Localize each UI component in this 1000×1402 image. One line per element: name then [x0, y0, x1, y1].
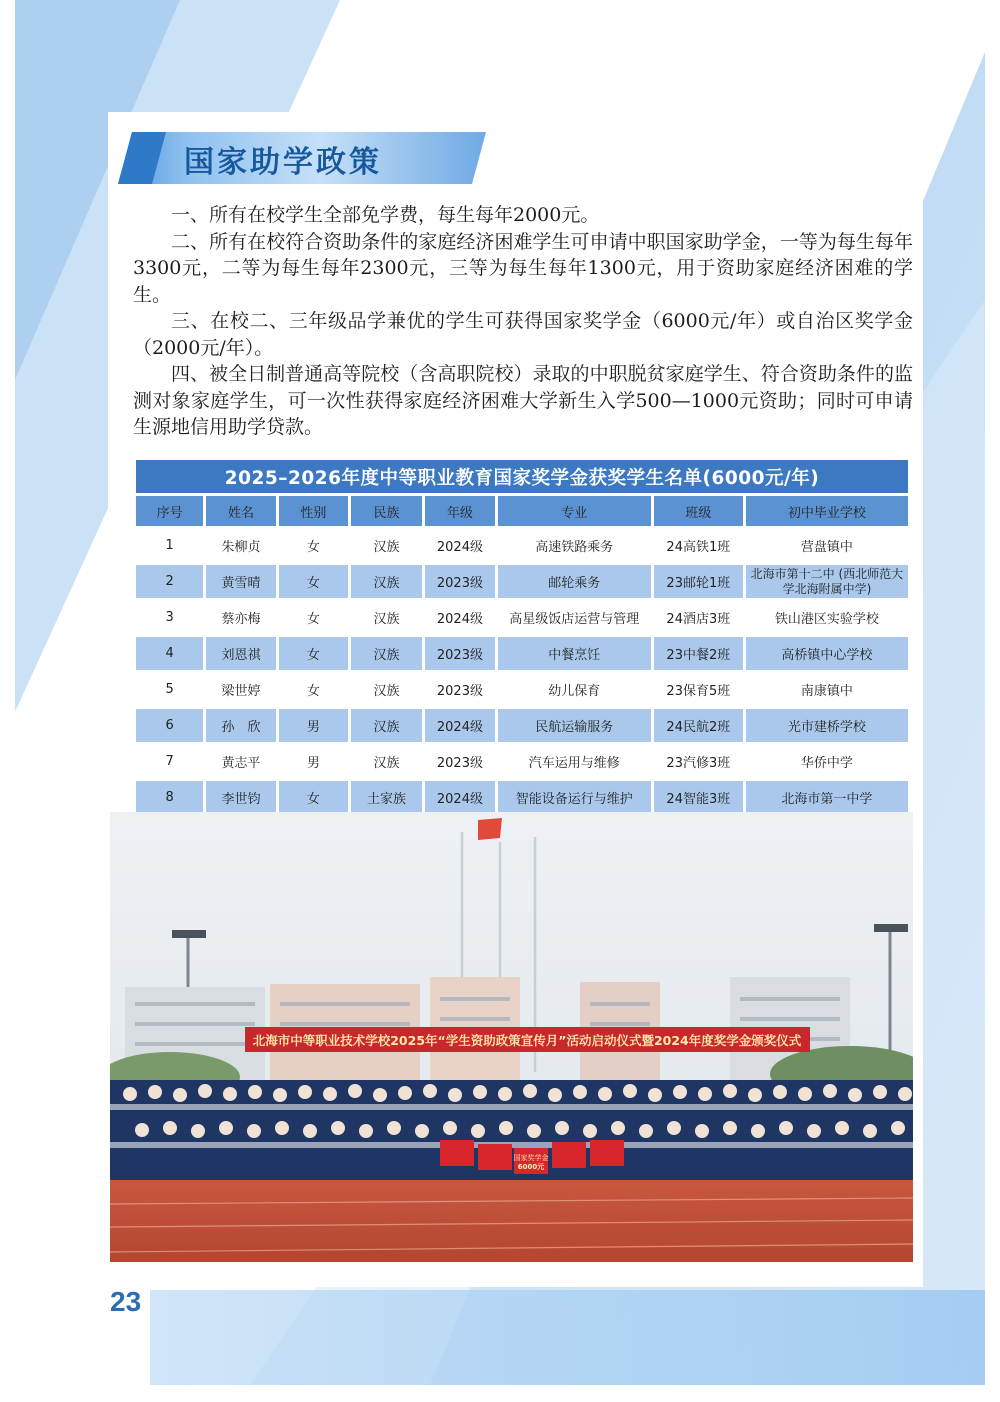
cell: 汉族 [351, 529, 422, 562]
section-title: 国家助学政策 [184, 145, 382, 180]
header-grade: 年级 [425, 496, 495, 526]
cell: 黄雪晴 [206, 565, 275, 598]
cell: 2024级 [425, 709, 495, 742]
cell: 黄志平 [206, 745, 275, 778]
cell: 高星级饭店运营与管理 [498, 601, 651, 634]
cell: 23保育5班 [654, 673, 743, 706]
cell: 民航运输服务 [498, 709, 651, 742]
cell: 女 [279, 529, 348, 562]
cell: 24智能3班 [654, 781, 743, 814]
cell: 4 [136, 637, 203, 670]
policy-text [133, 202, 913, 441]
cell: 2024级 [425, 601, 495, 634]
cell: 营盘镇中 [746, 529, 908, 562]
table-row [136, 781, 908, 814]
cell: 2 [136, 565, 203, 598]
page-number: 23 [110, 1286, 142, 1317]
table-row [136, 637, 908, 670]
cell: 5 [136, 673, 203, 706]
policy-item-1: 一、所有在校学生全部免学费，每生每年2000元。 [171, 204, 600, 226]
cell: 邮轮乘务 [498, 565, 651, 598]
cell: 北海市第十二中 (西北师范大学北海附属中学) [746, 565, 908, 598]
cell: 24高铁1班 [654, 529, 743, 562]
table-row [136, 529, 908, 562]
cell: 汉族 [351, 565, 422, 598]
cell: 2023级 [425, 673, 495, 706]
cell: 23中餐2班 [654, 637, 743, 670]
cell: 高速铁路乘务 [498, 529, 651, 562]
cell: 光市建桥学校 [746, 709, 908, 742]
cell: 汉族 [351, 673, 422, 706]
header-class: 班级 [654, 496, 743, 526]
cell: 2023级 [425, 745, 495, 778]
policy-item-4: 四、被全日制普通高等院校（含高职院校）录取的中职脱贫家庭学生、符合资助条件的监测对象家庭学生，可一次性获得家庭经济困难大学新生入学500—1000元资助；同时可申请生源地信用助学贷款。 [133, 363, 913, 438]
award-board-amount: 6000元 [517, 1163, 545, 1171]
header-gender: 性别 [279, 496, 348, 526]
cell: 女 [279, 781, 348, 814]
cell: 女 [279, 601, 348, 634]
cell: 汉族 [351, 637, 422, 670]
cell: 6 [136, 709, 203, 742]
table-row [136, 673, 908, 706]
cell: 孙 欣 [206, 709, 275, 742]
policy-item-2: 二、所有在校符合资助条件的家庭经济困难学生可申请中职国家助学金，一等为每生每年3300元，二等为每生每年2300元，三等为每生每年1300元，用于资助家庭经济困难的学生。 [133, 230, 913, 306]
cell: 铁山港区实验学校 [746, 601, 908, 634]
cell: 汉族 [351, 709, 422, 742]
cell: 汉族 [351, 601, 422, 634]
cell: 汽车运用与维修 [498, 745, 651, 778]
cell: 23邮轮1班 [654, 565, 743, 598]
cell: 2023级 [425, 637, 495, 670]
cell: 7 [136, 745, 203, 778]
cell: 23汽修3班 [654, 745, 743, 778]
table-header-row [136, 496, 908, 526]
cell: 2024级 [425, 529, 495, 562]
cell: 2024级 [425, 781, 495, 814]
header-name: 姓名 [206, 496, 275, 526]
group-photo [110, 812, 913, 1262]
scholarship-table [133, 457, 911, 817]
cell: 汉族 [351, 745, 422, 778]
event-banner-text: 北海市中等职业技术学校2025年“学生资助政策宣传月”活动启动仪式暨2024年度奖学金颁奖仪式 [252, 1033, 802, 1048]
cell: 1 [136, 529, 203, 562]
cell: 男 [279, 709, 348, 742]
cell: 中餐烹饪 [498, 637, 651, 670]
table-row [136, 601, 908, 634]
cell: 李世钧 [206, 781, 275, 814]
cell: 24酒店3班 [654, 601, 743, 634]
header-ethnicity: 民族 [351, 496, 422, 526]
header-school: 初中毕业学校 [746, 496, 908, 526]
group-photo-illustration [110, 812, 913, 1262]
cell: 梁世婷 [206, 673, 275, 706]
cell: 3 [136, 601, 203, 634]
cell: 朱柳贞 [206, 529, 275, 562]
cell: 女 [279, 637, 348, 670]
cell: 土家族 [351, 781, 422, 814]
header-index: 序号 [136, 496, 203, 526]
cell: 南康镇中 [746, 673, 908, 706]
cell: 智能设备运行与维护 [498, 781, 651, 814]
cell: 女 [279, 673, 348, 706]
table-row [136, 745, 908, 778]
cell: 男 [279, 745, 348, 778]
cell: 24民航2班 [654, 709, 743, 742]
cell: 北海市第一中学 [746, 781, 908, 814]
table-title: 2025–2026年度中等职业教育国家奖学金获奖学生名单(6000元/年) [136, 460, 908, 493]
cell: 蔡亦梅 [206, 601, 275, 634]
cell: 8 [136, 781, 203, 814]
cell: 高桥镇中心学校 [746, 637, 908, 670]
header-major: 专业 [498, 496, 651, 526]
cell: 2023级 [425, 565, 495, 598]
award-board-label: 国家奖学金 [513, 1154, 549, 1162]
table-row [136, 709, 908, 742]
policy-item-3: 三、在校二、三年级品学兼优的学生可获得国家奖学金（6000元/年）或自治区奖学金（2000元/年）。 [133, 310, 913, 359]
cell: 女 [279, 565, 348, 598]
table-row [136, 565, 908, 598]
cell: 华侨中学 [746, 745, 908, 778]
cell: 幼儿保育 [498, 673, 651, 706]
bg-bottom-band [150, 1290, 985, 1385]
cell: 刘恩祺 [206, 637, 275, 670]
